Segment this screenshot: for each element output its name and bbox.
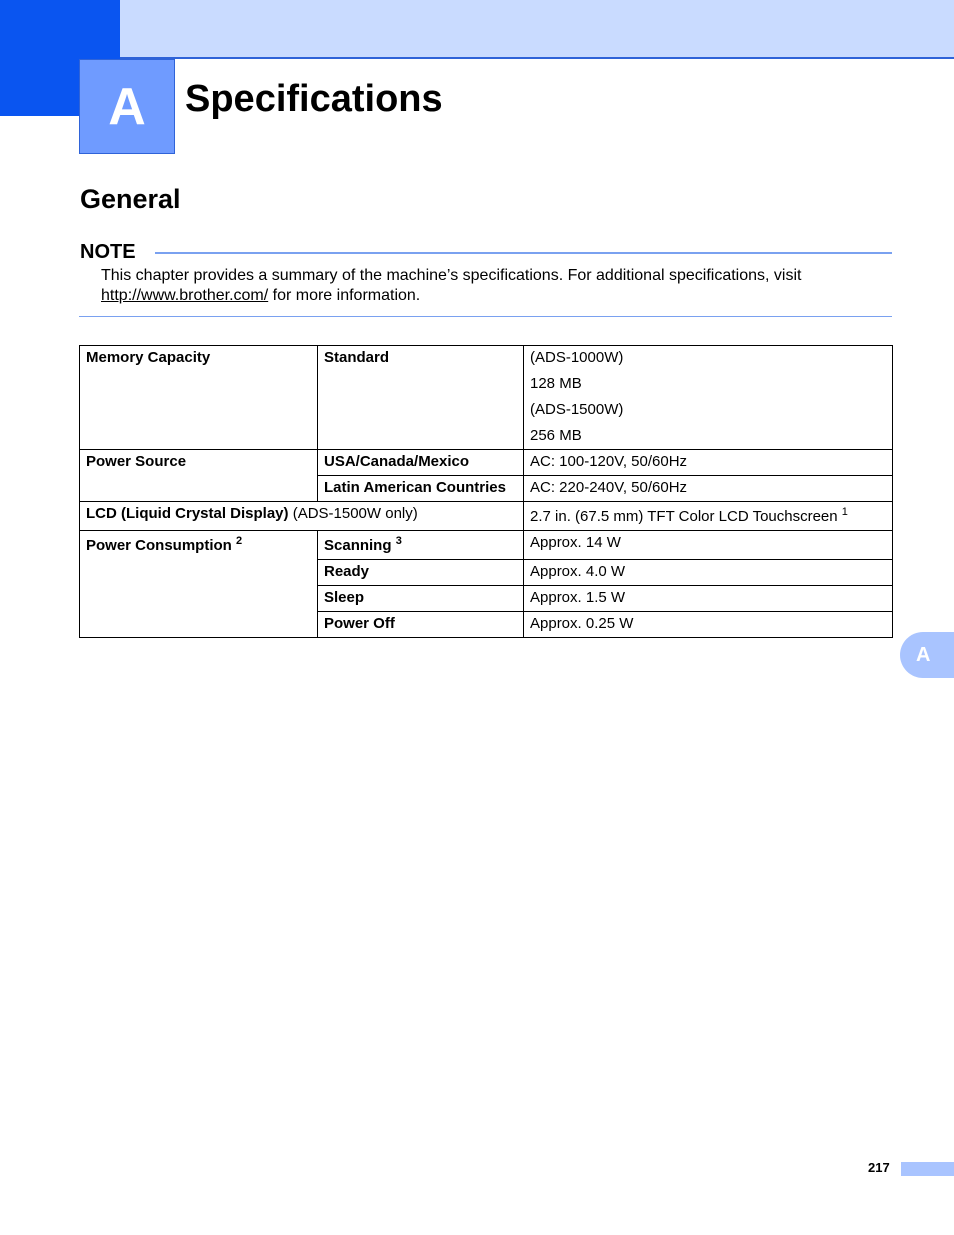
scanning-footnote: 3	[395, 535, 402, 547]
table-row	[80, 450, 893, 476]
power-source-label: Power Source	[80, 450, 318, 502]
power-mode-label: Scanning	[324, 537, 396, 554]
header-bar	[120, 0, 954, 59]
memory-value: (ADS-1500W)	[530, 401, 624, 418]
note-bottom-divider	[79, 316, 892, 317]
power-mode-value: Approx. 1.5 W	[524, 586, 893, 612]
lcd-label: LCD (Liquid Crystal Display)	[86, 505, 289, 522]
power-source-region: USA/Canada/Mexico	[318, 450, 524, 476]
power-consumption-label-cell	[80, 531, 318, 638]
power-consumption-label: Power Consumption	[86, 537, 236, 554]
note-label: NOTE	[80, 241, 136, 263]
specifications-table	[79, 345, 893, 638]
table-row	[80, 502, 893, 531]
memory-capacity-label: Memory Capacity	[80, 346, 318, 450]
power-mode-value: Approx. 14 W	[524, 531, 893, 560]
note-text-before: This chapter provides a summary of the machine’s specifications. For additional specifications, visit	[101, 267, 802, 284]
section-title: General	[80, 184, 181, 214]
table-row	[80, 531, 893, 560]
power-source-region: Latin American Countries	[318, 476, 524, 502]
page-number-bar	[901, 1162, 954, 1176]
lcd-value: 2.7 in. (67.5 mm) TFT Color LCD Touchscreen	[530, 508, 842, 525]
memory-standard-label: Standard	[318, 346, 524, 450]
memory-values	[524, 346, 893, 450]
power-mode-label: Sleep	[318, 586, 524, 612]
power-mode-value: Approx. 4.0 W	[524, 560, 893, 586]
lcd-label-cell	[80, 502, 524, 531]
memory-value: (ADS-1000W)	[530, 349, 624, 366]
power-mode-value: Approx. 0.25 W	[524, 612, 893, 638]
note-divider	[155, 252, 892, 254]
power-source-value: AC: 220-240V, 50/60Hz	[524, 476, 893, 502]
note-text-after: for more information.	[268, 287, 421, 304]
table-row	[80, 346, 893, 450]
chapter-title: Specifications	[185, 78, 443, 120]
page-number: 217	[868, 1160, 890, 1175]
power-mode-cell	[318, 531, 524, 560]
chapter-side-tab[interactable]: A	[900, 632, 954, 678]
lcd-label-suffix: (ADS-1500W only)	[288, 505, 418, 522]
lcd-footnote: 1	[841, 506, 848, 518]
memory-value: 128 MB	[530, 375, 582, 392]
lcd-value-cell	[524, 502, 893, 531]
power-consumption-footnote: 2	[236, 535, 243, 547]
power-mode-label: Power Off	[318, 612, 524, 638]
memory-value: 256 MB	[530, 427, 582, 444]
brother-website-link[interactable]: http://www.brother.com/	[101, 287, 269, 304]
power-source-value: AC: 100-120V, 50/60Hz	[524, 450, 893, 476]
note-text	[101, 266, 886, 306]
power-mode-label: Ready	[318, 560, 524, 586]
chapter-letter-box: A	[79, 59, 175, 154]
